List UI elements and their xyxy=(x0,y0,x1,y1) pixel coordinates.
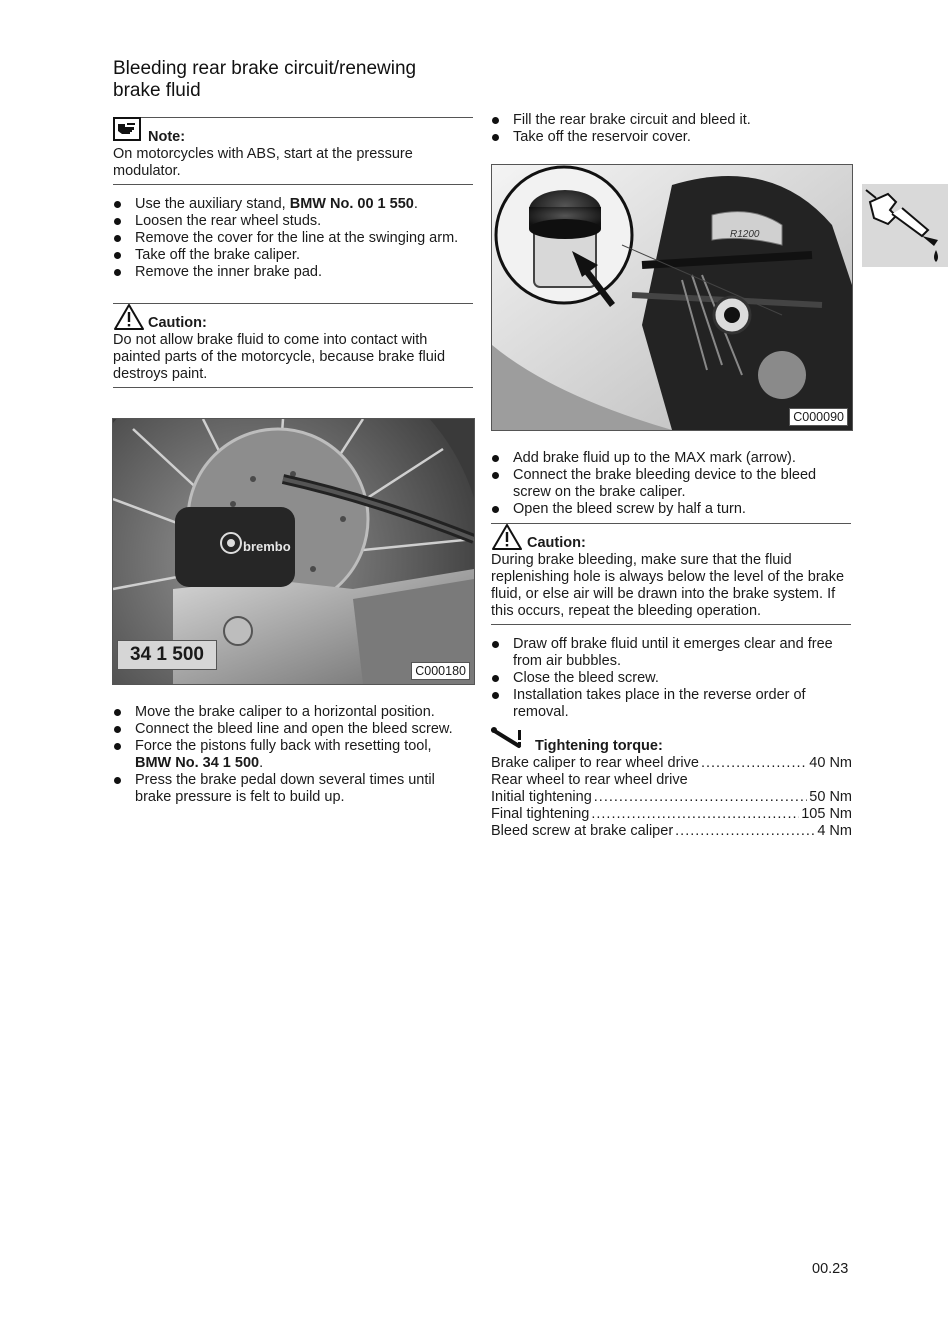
torque-value: 40 Nm xyxy=(809,755,852,771)
right-caution-heading: Caution: xyxy=(527,535,586,551)
torque-row xyxy=(491,823,852,840)
list-item: Add brake fluid up to the MAX mark (arrow). xyxy=(491,450,851,467)
list-item: Draw off brake fluid until it emerges clear and free from air bubbles. xyxy=(491,636,851,670)
list-item: Remove the inner brake pad. xyxy=(113,264,463,281)
torque-leader-dots xyxy=(594,789,808,806)
torque-value: 4 Nm xyxy=(817,823,852,839)
tool-number: BMW No. 00 1 550 xyxy=(289,196,414,212)
right-steps-list-1 xyxy=(491,112,851,146)
torque-leader-dots xyxy=(675,823,815,840)
left-steps-list-1 xyxy=(113,196,463,281)
list-item: Close the bleed screw. xyxy=(491,670,851,687)
list-item: Connect the brake bleeding device to the bleed screw on the brake caliper. xyxy=(491,467,851,501)
right-caution-text: During brake bleeding, make sure that the fluid replenishing hole is always below the level of the brake fluid, or else air will be drawn into the brake system. If this occurs, repeat the bleeding operation. xyxy=(491,552,845,619)
right-caution-top-rule xyxy=(491,523,851,524)
brake-caliper-photo xyxy=(112,418,475,685)
torque-label: Initial tightening xyxy=(491,789,592,805)
list-item: Move the brake caliper to a horizontal position. xyxy=(113,704,468,721)
list-item: Press the brake pedal down several times until brake pressure is felt to build up. xyxy=(113,772,468,806)
note-text: On motorcycles with ABS, start at the pressure modulator. xyxy=(113,146,413,179)
brake-fluid-hand-icon xyxy=(862,184,948,267)
torque-row xyxy=(491,806,852,823)
r1200-badge-text: R1200 xyxy=(730,229,760,240)
torque-row xyxy=(491,772,852,789)
note-bottom-rule xyxy=(113,184,473,185)
caliper-photo-code: C000180 xyxy=(411,662,470,680)
list-item: Installation takes place in the reverse order of removal. xyxy=(491,687,851,721)
torque-value: 50 Nm xyxy=(809,789,852,805)
right-caution-bottom-rule xyxy=(491,624,851,625)
brake-reservoir-photo xyxy=(491,164,853,431)
torque-value: 105 Nm xyxy=(801,806,852,822)
page-title-line-1: Bleeding rear brake circuit/renewing xyxy=(113,58,417,79)
list-item: Remove the cover for the line at the swinging arm. xyxy=(113,230,463,247)
page-number: 00.23 xyxy=(812,1261,849,1277)
torque-row xyxy=(491,789,852,806)
tool-number: BMW No. 34 1 500 xyxy=(135,755,260,771)
note-heading: Note: xyxy=(148,129,186,145)
tool-number-label: 34 1 500 xyxy=(117,640,217,670)
caution-heading: Caution: xyxy=(148,315,207,331)
torque-label: Rear wheel to rear wheel drive xyxy=(491,772,688,788)
torque-heading: Tightening torque: xyxy=(535,738,663,754)
section-tab xyxy=(862,184,948,267)
note-top-rule xyxy=(113,117,473,118)
caution-text: Do not allow brake fluid to come into contact with painted parts of the motorcycle, because brake fluid destroys paint. xyxy=(113,332,446,382)
right-steps-list-2 xyxy=(491,450,851,518)
list-item: Open the bleed screw by half a turn. xyxy=(491,501,851,518)
list-item: Take off the reservoir cover. xyxy=(491,129,851,146)
torque-leader-dots xyxy=(591,806,799,823)
torque-label: Bleed screw at brake caliper xyxy=(491,823,674,839)
reservoir-photo-code: C000090 xyxy=(789,408,848,426)
torque-wrench-icon xyxy=(491,726,529,755)
note-icon xyxy=(113,117,141,146)
list-item: Connect the bleed line and open the bleed screw. xyxy=(113,721,468,738)
torque-label: Brake caliper to rear wheel drive xyxy=(491,755,699,771)
list-item: Take off the brake caliper. xyxy=(113,247,463,264)
left-steps-list-2 xyxy=(113,704,468,806)
page-title-line-2: brake fluid xyxy=(113,80,201,101)
torque-label: Final tightening xyxy=(491,806,590,822)
torque-leader-dots xyxy=(701,755,807,772)
torque-table xyxy=(491,755,852,840)
list-item: Loosen the rear wheel studs. xyxy=(113,213,463,230)
caution-top-rule xyxy=(113,303,473,304)
torque-row xyxy=(491,755,852,772)
right-steps-list-3 xyxy=(491,636,851,721)
caution-bottom-rule xyxy=(113,387,473,388)
list-item: Force the pistons fully back with resetting tool, BMW No. 34 1 500. xyxy=(113,738,468,772)
page-title xyxy=(113,58,473,102)
list-item: Fill the rear brake circuit and bleed it. xyxy=(491,112,851,129)
brembo-logo-text: brembo xyxy=(243,539,291,554)
list-item: Use the auxiliary stand, BMW No. 00 1 550. xyxy=(113,196,463,213)
